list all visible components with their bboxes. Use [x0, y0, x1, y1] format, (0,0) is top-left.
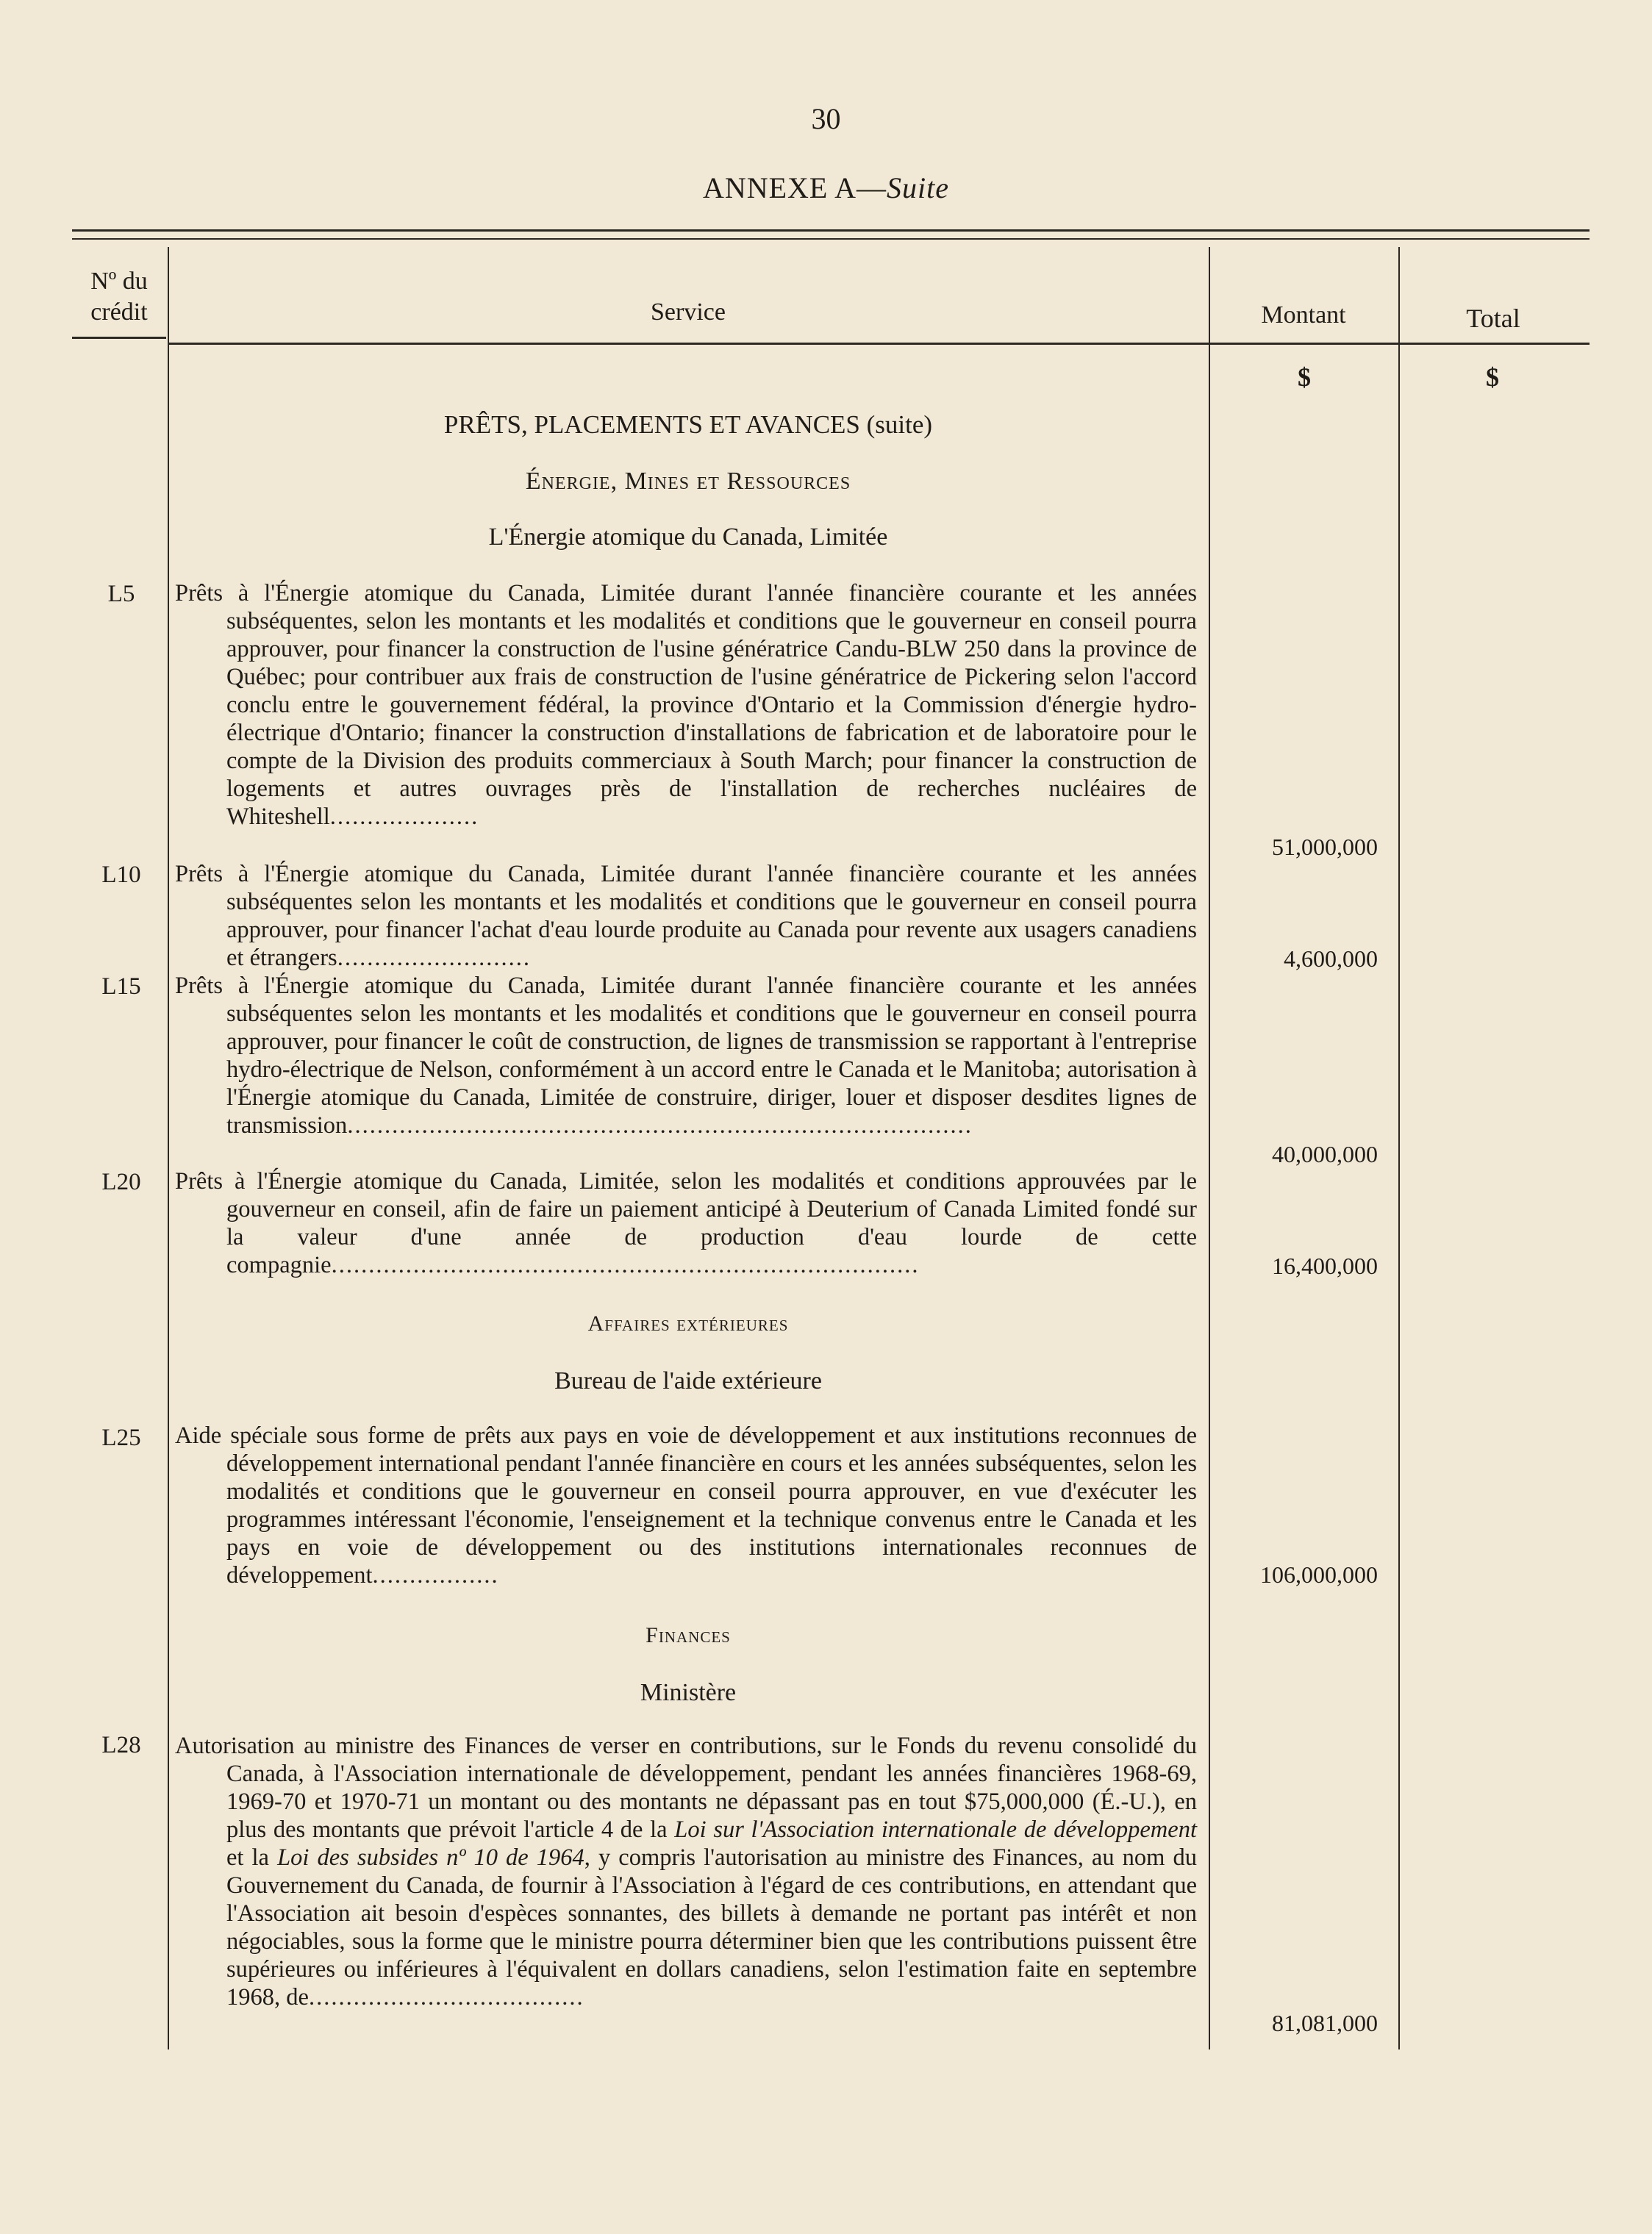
total-unit: $ — [1486, 362, 1499, 392]
top-double-rule-2 — [72, 238, 1590, 240]
item-text-l25: Aide spéciale sous forme de prêts aux pays en voie de développement et aux institutions reconnues de développement international pendant l'année financière en cours et les années subséquentes, selon les modalités et conditions que le gouverneur en conseil pourra approuver, en vue d'exécuter les programmes intéressant l'économie, l'enseignement et la technique convenus entre le Canada et les pays en voie de développement ou des institutions internationales reconnues de développement................. — [175, 1422, 1197, 1589]
ministry-heading-finances: Finances — [646, 1623, 731, 1647]
item-amount-l15: 40,000,000 — [1272, 1141, 1378, 1167]
item-text-l20: Prêts à l'Énergie atomique du Canada, Limitée, selon les modalités et conditions approuvées par le gouverneur en conseil, afin de faire un paiement anticipé à Deuterium of Canada Limited fondé sur la valeur d'une année de production d'eau lourde de cette compagnie............................................................................... — [175, 1168, 1197, 1278]
column-divider-total — [1398, 247, 1400, 2049]
item-amount-l5: 51,000,000 — [1272, 834, 1378, 860]
column-divider-montant — [1209, 247, 1210, 2049]
top-double-rule-1 — [72, 229, 1590, 232]
column-header-credit: Nº du crédit — [90, 268, 148, 326]
ministry-heading-energie: Énergie, Mines et Ressources — [525, 468, 851, 495]
column-divider-service — [168, 247, 169, 2049]
column-header-total: Total — [1466, 304, 1520, 333]
section-heading: PRÊTS, PLACEMENTS ET AVANCES (suite) — [443, 410, 933, 439]
credit-number-l10: L10 — [101, 862, 141, 888]
credit-number-l20: L20 — [101, 1169, 141, 1195]
header-bottom-rule-left — [72, 337, 166, 339]
item-amount-l25: 106,000,000 — [1260, 1561, 1378, 1588]
item-amount-l20: 16,400,000 — [1272, 1253, 1378, 1279]
header-bottom-rule — [169, 343, 1590, 345]
item-text-l28: Autorisation au ministre des Finances de verser en contributions, sur le Fonds du revenu consolidé du Canada, à l'Association internationale de développement, pendant les années financières 1968-69, 1969-70 et 1970-71 un montant ou des montants ne dépassant pas en tout $75,000,000 (É.-U.), en plus des montants que prévoit l'article 4 de la Loi sur l'Association internationale de développement et la Loi des subsides nº 10 de 1964, y compris l'autorisation au ministre des Finances, au nom du Gouvernement du Canada, de fournir à l'Association à l'égard de ces contributions, en attendant que l'Association ait besoin d'espèces sonnantes, des billets à demande ne portant pas intérêt et non négociables, sous la forme que le ministre pourra déterminer bien que les contributions puissent être supérieures ou inférieures à l'équivalent en dollars canadiens, selon l'estimation faite en septembre 1968, de..................................... — [175, 1733, 1197, 2011]
credit-number-l5: L5 — [107, 581, 135, 607]
item-text-l5: Prêts à l'Énergie atomique du Canada, Limitée durant l'année financière courante et les années subséquentes, selon les montants et les modalités et conditions que le gouverneur en conseil pourra approuver, pour financer la construction de l'usine génératrice Candu-BLW 250 dans la province de Québec; pour contribuer aux frais de construction de l'usine génératrice de Pickering selon l'accord conclu entre le gouvernement fédéral, la province d'Ontario et la Commission d'énergie hydro-électrique d'Ontario; financer la construction d'installations de fabrication et de laboratoire pour le compte de la Division des produits commerciaux à South March; pour financer la construction de logements et autres ouvrages près de l'installation de recherches nucléaires de Whiteshell.................... — [175, 580, 1197, 830]
credit-number-l25: L25 — [101, 1425, 141, 1451]
law-reference-ida: Loi sur l'Association internationale de développement — [674, 1816, 1197, 1843]
item-amount-l28: 81,081,000 — [1272, 2010, 1378, 2036]
agency-heading-energie-atomique: L'Énergie atomique du Canada, Limitée — [488, 523, 888, 551]
annex-title-suffix: Suite — [887, 171, 950, 204]
credit-number-l15: L15 — [101, 973, 141, 1000]
agency-heading-ministere: Ministère — [640, 1679, 737, 1706]
annex-title-main: ANNEXE A— — [702, 171, 887, 204]
item-amount-l10: 4,600,000 — [1284, 945, 1378, 972]
law-reference-subsides: Loi des subsides nº 10 de 1964 — [277, 1844, 584, 1871]
agency-heading-aide-exterieure: Bureau de l'aide extérieure — [554, 1367, 822, 1395]
montant-unit: $ — [1298, 362, 1311, 392]
column-header-montant: Montant — [1261, 301, 1346, 329]
page-number: 30 — [811, 102, 841, 135]
ministry-heading-affaires-exterieures: Affaires extérieures — [587, 1311, 789, 1336]
item-text-l10: Prêts à l'Énergie atomique du Canada, Limitée durant l'année financière courante et les années subséquentes selon les montants et les modalités et conditions que le gouverneur en conseil pourra approuver, pour financer l'achat d'eau lourde produite au Canada pour revente aux usagers canadiens et étrangers.......................... — [175, 861, 1197, 971]
credit-number-l28: L28 — [101, 1732, 141, 1758]
column-header-service: Service — [651, 298, 726, 326]
item-text-l15: Prêts à l'Énergie atomique du Canada, Limitée durant l'année financière courante et les années subséquentes selon les montants et les modalités et conditions que le gouverneur en conseil pourra approuver, pour financer le coût de construction, de lignes de transmission se rapportant à l'entreprise hydro-électrique de Nelson, conformément à un accord entre le Canada et le Manitoba; autorisation à l'Énergie atomique du Canada, Limitée de construire, diriger, louer et disposer desdites lignes de transmission.................................................................................... — [175, 973, 1197, 1139]
annex-title — [0, 171, 1652, 205]
